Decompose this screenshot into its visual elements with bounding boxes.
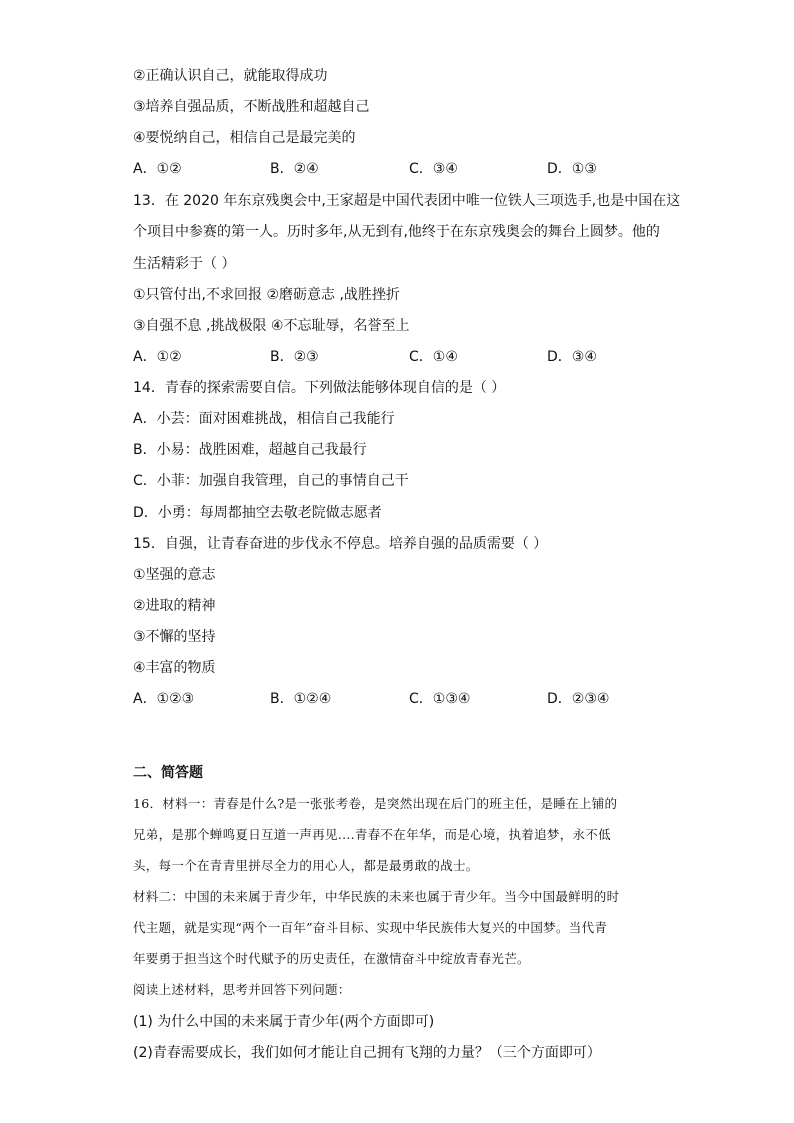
q16-material-1-line-3: 头，每一个在青青里拼尽全力的用心人，都是最勇敢的战士。 — [133, 858, 479, 873]
q16-material-1-line-1: 16．材料一：青春是什么?是一张张考卷，是突然出现在后门的班主任，是睡在上铺的 — [133, 796, 618, 811]
q13-options — [133, 347, 653, 367]
section-title: 二、简答题 — [133, 765, 203, 781]
q16-subquestion-2: (2)青春需要成长，我们如何才能让自己拥有飞翔的力量？（三个方面即可） — [133, 1045, 601, 1061]
q14-option-d[interactable]: D．小勇：每周都抽空去敬老院做志愿者 — [133, 505, 382, 521]
q15-statement-3: ③不懈的坚持 — [133, 629, 216, 645]
q15-option-a[interactable]: A．①②③ — [133, 691, 195, 707]
q12-statement-3: ③培养自强品质，不断战胜和超越自己 — [133, 99, 370, 115]
q15-statement-1: ①坚强的意志 — [133, 567, 216, 583]
q12-statement-4: ④要悦纳自己，相信自己是最完美的 — [133, 130, 356, 146]
q15-option-d[interactable]: D．②③④ — [547, 691, 610, 707]
q16-prompt: 阅读上述材料，思考并回答下列问题： — [133, 982, 351, 997]
q13-statements-2: ③自强不息 ,挑战极限 ④不忘耻辱，名誉至上 — [133, 318, 410, 334]
q16-material-2-line-1: 材料二：中国的未来属于青少年，中华民族的未来也属于青少年。当今中国最鲜明的时 — [133, 889, 620, 904]
q12-statement-2: ②正确认识自己，就能取得成功 — [133, 68, 328, 84]
q14-option-b[interactable]: B．小易：战胜困难，超越自己我最行 — [133, 442, 367, 458]
q12-options — [133, 159, 653, 179]
q13-option-d[interactable]: D．③④ — [547, 349, 597, 365]
q12-option-d[interactable]: D．①③ — [547, 161, 597, 177]
q14-stem: 14．青春的探索需要自信。下列做法能够体现自信的是（ ） — [133, 380, 506, 396]
q13-option-c[interactable]: C．①④ — [409, 349, 458, 365]
q13-option-a[interactable]: A．①② — [133, 349, 182, 365]
q16-material-1-line-2: 兄弟，是那个蝉鸣夏日互道一声再见....青春不在年华，而是心境，执着追梦，永不低 — [133, 827, 611, 842]
q15-options — [133, 689, 653, 709]
q13-stem-line-1: 13．在 2020 年东京残奥会中,王家超是中国代表团中唯一位铁人三项选手,也是中国在这 — [133, 193, 681, 209]
q13-option-b[interactable]: B．②③ — [270, 349, 319, 365]
q12-option-b[interactable]: B．②④ — [270, 161, 319, 177]
q14-option-a[interactable]: A．小芸：面对困难挑战，相信自己我能行 — [133, 411, 395, 427]
q12-option-c[interactable]: C．③④ — [409, 161, 458, 177]
q13-stem-line-3: 生活精彩于（ ） — [133, 256, 236, 272]
q16-material-2-line-2: 代主题，就是实现“两个一百年”奋斗目标、实现中华民族伟大复兴的中国梦。当代青 — [133, 920, 608, 935]
q13-stem-line-2: 个项目中参赛的第一人。历时多年,从无到有,他终于在东京残奥会的舞台上圆梦。他的 — [133, 224, 660, 240]
q12-option-a[interactable]: A．①② — [133, 161, 182, 177]
q15-option-b[interactable]: B．①②④ — [270, 691, 332, 707]
q15-statement-4: ④丰富的物质 — [133, 660, 216, 676]
q15-stem: 15．自强，让青春奋进的步伐永不停息。培养自强的品质需要（ ） — [133, 536, 548, 552]
q16-subquestion-1: (1) 为什么中国的未来属于青少年(两个方面即可) — [133, 1014, 435, 1030]
q14-option-c[interactable]: C．小菲：加强自我管理，自己的事情自己干 — [133, 473, 409, 489]
q13-statements-1: ①只管付出,不求回报 ②磨砺意志 ,战胜挫折 — [133, 287, 400, 303]
q15-option-c[interactable]: C．①③④ — [409, 691, 471, 707]
q16-material-2-line-3: 年要勇于担当这个时代赋予的历史责任，在激情奋斗中绽放青春光芒。 — [133, 951, 530, 966]
q15-statement-2: ②进取的精神 — [133, 598, 216, 614]
